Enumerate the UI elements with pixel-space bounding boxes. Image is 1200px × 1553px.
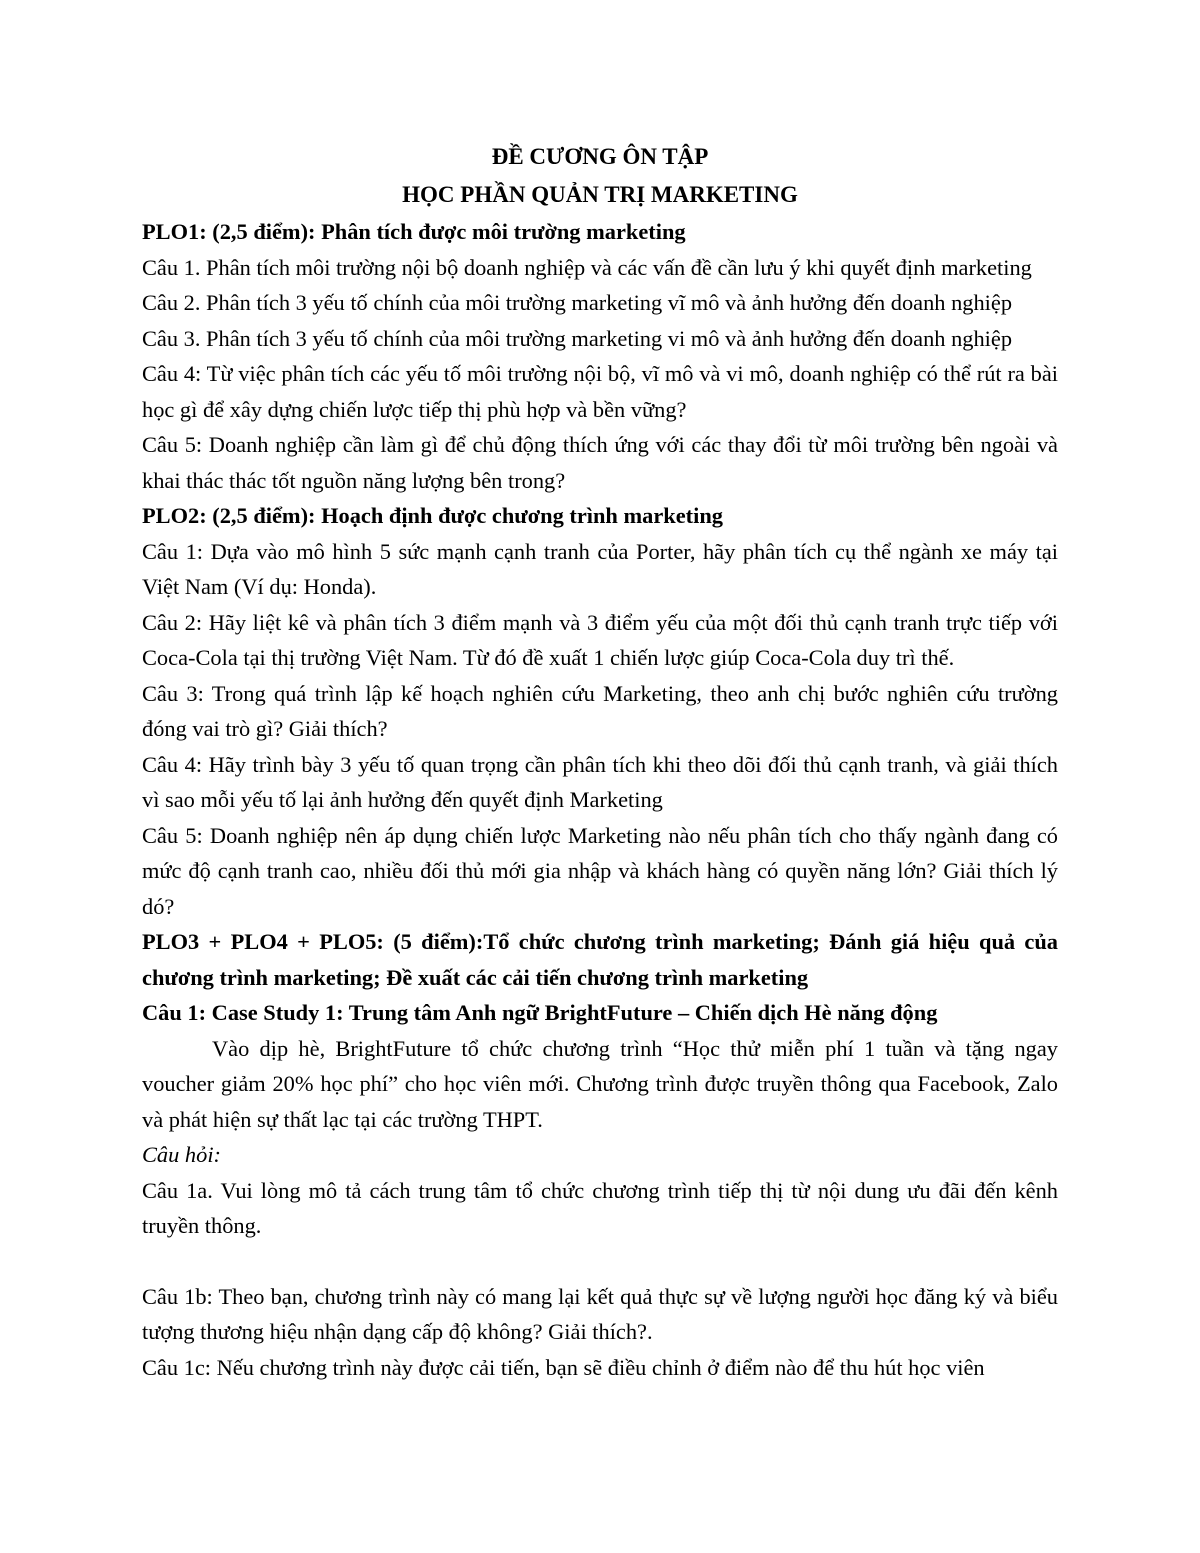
questions-label: Câu hỏi: [142,1142,221,1167]
plo1-question-5: Câu 5: Doanh nghiệp cần làm gì để chủ động thích ứng với các thay đổi từ môi trường bên ngoài và khai thác thác tốt nguồn năng lượng bên trong? [142,432,1058,493]
plo2-question-3: Câu 3: Trong quá trình lập kế hoạch nghiên cứu Marketing, theo anh chị bước nghiên cứu trường đóng vai trò gì? Giải thích? [142,680,1058,741]
blank-line [142,1244,1058,1279]
plo1-question-2: Câu 2. Phân tích 3 yếu tố chính của môi trường marketing vĩ mô và ảnh hưởng đến doanh nghiệp [142,290,1013,315]
plo2-heading: PLO2: (2,5 điểm): Hoạch định được chương trình marketing [142,503,723,528]
plo345-heading: PLO3 + PLO4 + PLO5: (5 điểm):Tổ chức chương trình marketing; Đánh giá hiệu quả của chương trình marketing; Đề xuất các cải tiến chương trình marketing [142,929,1058,990]
plo1-heading: PLO1: (2,5 điểm): Phân tích được môi trường marketing [142,219,686,244]
plo1-question-1: Câu 1. Phân tích môi trường nội bộ doanh nghiệp và các vấn đề cần lưu ý khi quyết định marketing [142,254,1032,280]
plo1-question-4: Câu 4: Từ việc phân tích các yếu tố môi trường nội bộ, vĩ mô và vi mô, doanh nghiệp có thể rút ra bài học gì để xây dựng chiến lược tiếp thị phù hợp và bền vững? [142,361,1058,422]
document-subtitle: HỌC PHẦN QUẢN TRỊ MARKETING [402,182,798,207]
question-1a: Câu 1a. Vui lòng mô tả cách trung tâm tổ chức chương trình tiếp thị từ nội dung ưu đãi đến kênh truyền thông. [142,1177,1058,1238]
plo2-question-1: Câu 1: Dựa vào mô hình 5 sức mạnh cạnh tranh của Porter, hãy phân tích cụ thể ngành xe máy tại Việt Nam (Ví dụ: Honda). [142,538,1058,599]
case-study-body: Vào dịp hè, BrightFuture tổ chức chương trình “Học thử miễn phí 1 tuần và tặng ngay voucher giảm 20% học phí” cho học viên mới. Chương trình được truyền thông qua Facebook, Zalo và phát hiện sự thất lạc tại các trường THPT. [142,1035,1058,1132]
document-page [142,138,1058,1385]
plo2-question-4: Câu 4: Hãy trình bày 3 yếu tố quan trọng cần phân tích khi theo dõi đối thủ cạnh tranh, và giải thích vì sao mỗi yếu tố lại ảnh hưởng đến quyết định Marketing [142,751,1058,812]
question-1b: Câu 1b: Theo bạn, chương trình này có mang lại kết quả thực sự về lượng người học đăng ký và biểu tượng thương hiệu nhận dạng cấp độ không? Giải thích?. [142,1283,1058,1344]
plo2-question-2: Câu 2: Hãy liệt kê và phân tích 3 điểm mạnh và 3 điểm yếu của một đối thủ cạnh tranh trực tiếp với Coca-Cola tại thị trường Việt Nam. Từ đó đề xuất 1 chiến lược giúp Coca-Cola duy trì thế. [142,609,1058,670]
plo1-question-3: Câu 3. Phân tích 3 yếu tố chính của môi trường marketing vi mô và ảnh hưởng đến doanh nghiệp [142,325,1013,351]
plo2-question-5: Câu 5: Doanh nghiệp nên áp dụng chiến lược Marketing nào nếu phân tích cho thấy ngành đang có mức độ cạnh tranh cao, nhiều đối thủ mới gia nhập và khách hàng có quyền năng lớn? Giải thích lý dó? [142,822,1058,919]
case-study-title: Câu 1: Case Study 1: Trung tâm Anh ngữ BrightFuture – Chiến dịch Hè năng động [142,1000,938,1025]
question-1c: Câu 1c: Nếu chương trình này được cải tiến, bạn sẽ điều chỉnh ở điểm nào để thu hút học viên [142,1354,985,1380]
document-title: ĐỀ CƯƠNG ÔN TẬP [491,144,709,169]
